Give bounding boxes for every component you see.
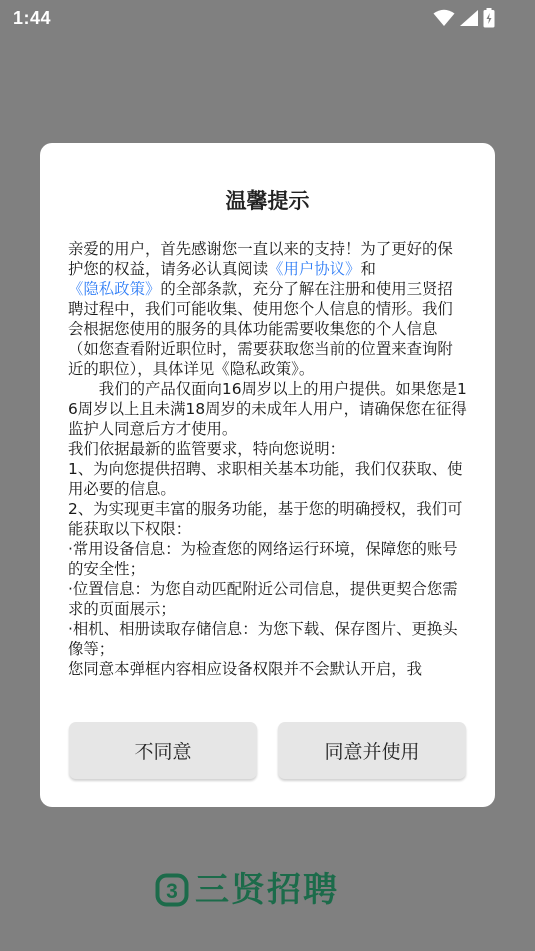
body-paragraph-age: 我们的产品仅面向16周岁以上的用户提供。如果您是16周岁以上且未满18周岁的未成年人用户，请确保您在征得监护人同意后方才使用。 bbox=[68, 380, 467, 438]
body-paragraph-item-2: 2、为实现更丰富的服务功能，基于您的明确授权，我们可能获取以下权限： bbox=[68, 500, 463, 538]
user-agreement-link[interactable]: 《用户协议》 bbox=[268, 260, 361, 278]
battery-icon bbox=[483, 8, 495, 28]
body-paragraph-consent: 您同意本弹框内容相应设备权限并不会默认开启，我 bbox=[68, 660, 422, 678]
dialog-body[interactable] bbox=[68, 239, 468, 693]
logo-mark-icon bbox=[155, 873, 189, 907]
body-paragraph-intro bbox=[68, 239, 468, 379]
and-text: 和 bbox=[360, 260, 376, 278]
logo-mark-text: 3 bbox=[166, 880, 178, 903]
status-bar bbox=[0, 0, 535, 38]
status-time: 1:44 bbox=[13, 8, 52, 28]
privacy-dialog bbox=[40, 143, 495, 807]
body-paragraph-notice: 我们依据最新的监管要求，特向您说明： bbox=[68, 440, 346, 458]
disagree-button[interactable]: 不同意 bbox=[69, 722, 257, 779]
intro-suffix-text: 的全部条款，充分了解在注册和使用三贤招聘过程中，我们可能收集、使用您个人信息的情形。我们会根据您使用的服务的具体功能需要收集您的个人信息（如您查看附近职位时，需要获取您当前的位置来查询附近的职位），具体详见《隐私政策》。 bbox=[68, 280, 453, 378]
signal-icon bbox=[459, 9, 479, 27]
body-paragraph-camera: ·相机、相册读取存储信息：为您下载、保存图片、更换头像等； bbox=[68, 620, 458, 658]
app-logo bbox=[155, 869, 339, 911]
privacy-policy-link[interactable]: 《隐私政策》 bbox=[68, 280, 161, 298]
body-paragraph-location: ·位置信息：为您自动匹配附近公司信息，提供更契合您需求的页面展示； bbox=[68, 580, 458, 618]
agree-and-use-button[interactable]: 同意并使用 bbox=[278, 722, 466, 779]
body-paragraph-item-1: 1、为向您提供招聘、求职相关基本功能，我们仅获取、使用必要的信息。 bbox=[68, 460, 463, 498]
status-icons bbox=[433, 8, 495, 28]
body-paragraph-device-info: ·常用设备信息：为检查您的网络运行环境，保障您的账号的安全性； bbox=[68, 540, 458, 578]
dialog-title: 温馨提示 bbox=[225, 189, 310, 213]
logo-text: 三贤招聘 bbox=[195, 870, 339, 910]
wifi-icon bbox=[433, 9, 455, 27]
intro-text: 亲爱的用户，首先感谢您一直以来的支持！为了更好的保护您的权益，请务必认真阅读 bbox=[68, 240, 453, 278]
